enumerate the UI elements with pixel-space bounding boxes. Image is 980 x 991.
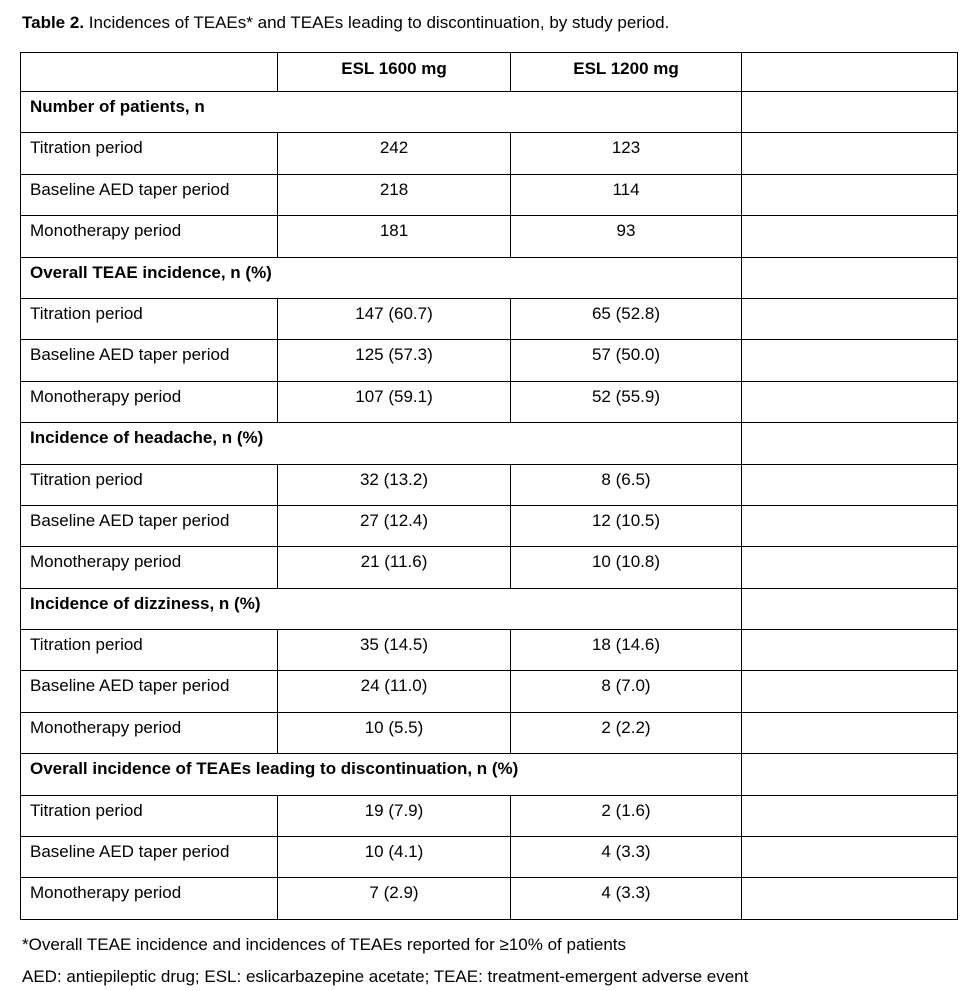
column-header-esl-1600: ESL 1600 mg xyxy=(278,53,511,92)
esl-1600-value: 27 (12.4) xyxy=(278,505,511,546)
esl-1200-value: 10 (10.8) xyxy=(511,547,742,588)
esl-1600-value: 10 (4.1) xyxy=(278,837,511,878)
column-header-esl-1200: ESL 1200 mg xyxy=(511,53,742,92)
corner-cell xyxy=(21,53,278,92)
empty-cell xyxy=(742,878,958,919)
row-label: Monotherapy period xyxy=(21,712,278,753)
teae-incidence-table xyxy=(20,52,958,920)
empty-cell xyxy=(742,423,958,464)
esl-1600-value: 147 (60.7) xyxy=(278,298,511,339)
table-row xyxy=(21,837,958,878)
esl-1200-value: 8 (7.0) xyxy=(511,671,742,712)
row-label: Baseline AED taper period xyxy=(21,505,278,546)
empty-cell xyxy=(742,298,958,339)
empty-cell xyxy=(742,340,958,381)
empty-cell xyxy=(742,837,958,878)
footnotes xyxy=(22,935,980,987)
row-label: Monotherapy period xyxy=(21,878,278,919)
empty-cell xyxy=(742,754,958,795)
table-caption-label: Table 2. xyxy=(22,13,85,32)
empty-cell xyxy=(742,53,958,92)
table-caption xyxy=(22,13,980,32)
table-row xyxy=(21,298,958,339)
footnote-teae-threshold: *Overall TEAE incidence and incidences of TEAEs reported for ≥10% of patients xyxy=(22,934,627,954)
section-header: Incidence of dizziness, n (%) xyxy=(21,588,742,629)
empty-cell xyxy=(742,588,958,629)
empty-cell xyxy=(742,133,958,174)
esl-1600-value: 21 (11.6) xyxy=(278,547,511,588)
row-label: Titration period xyxy=(21,464,278,505)
table-row xyxy=(21,464,958,505)
column-header-row xyxy=(21,53,958,92)
esl-1200-value: 52 (55.9) xyxy=(511,381,742,422)
esl-1200-value: 4 (3.3) xyxy=(511,878,742,919)
empty-cell xyxy=(742,92,958,133)
row-label: Monotherapy period xyxy=(21,216,278,257)
table-row xyxy=(21,795,958,836)
esl-1600-value: 218 xyxy=(278,174,511,215)
empty-cell xyxy=(742,671,958,712)
table-row xyxy=(21,340,958,381)
esl-1600-value: 107 (59.1) xyxy=(278,381,511,422)
section-header-row xyxy=(21,257,958,298)
esl-1200-value: 8 (6.5) xyxy=(511,464,742,505)
esl-1200-value: 2 (2.2) xyxy=(511,712,742,753)
table-row xyxy=(21,671,958,712)
table-row xyxy=(21,216,958,257)
empty-cell xyxy=(742,257,958,298)
row-label: Baseline AED taper period xyxy=(21,671,278,712)
esl-1600-value: 242 xyxy=(278,133,511,174)
section-header: Overall incidence of TEAEs leading to discontinuation, n (%) xyxy=(21,754,742,795)
table-row xyxy=(21,174,958,215)
row-label: Titration period xyxy=(21,298,278,339)
section-header-row xyxy=(21,754,958,795)
row-label: Baseline AED taper period xyxy=(21,837,278,878)
empty-cell xyxy=(742,795,958,836)
empty-cell xyxy=(742,630,958,671)
section-header: Incidence of headache, n (%) xyxy=(21,423,742,464)
row-label: Monotherapy period xyxy=(21,547,278,588)
table-row xyxy=(21,547,958,588)
footnote-abbreviations: AED: antiepileptic drug; ESL: eslicarbazepine acetate; TEAE: treatment-emergent adverse event xyxy=(22,966,749,986)
esl-1200-value: 57 (50.0) xyxy=(511,340,742,381)
esl-1600-value: 10 (5.5) xyxy=(278,712,511,753)
document-page xyxy=(0,13,980,991)
esl-1600-value: 181 xyxy=(278,216,511,257)
esl-1600-value: 7 (2.9) xyxy=(278,878,511,919)
esl-1600-value: 32 (13.2) xyxy=(278,464,511,505)
esl-1600-value: 19 (7.9) xyxy=(278,795,511,836)
empty-cell xyxy=(742,216,958,257)
table-row xyxy=(21,505,958,546)
empty-cell xyxy=(742,464,958,505)
esl-1600-value: 35 (14.5) xyxy=(278,630,511,671)
empty-cell xyxy=(742,712,958,753)
section-header-row xyxy=(21,588,958,629)
section-header-row xyxy=(21,423,958,464)
esl-1200-value: 93 xyxy=(511,216,742,257)
row-label: Monotherapy period xyxy=(21,381,278,422)
esl-1200-value: 18 (14.6) xyxy=(511,630,742,671)
esl-1200-value: 2 (1.6) xyxy=(511,795,742,836)
table-row xyxy=(21,712,958,753)
esl-1200-value: 12 (10.5) xyxy=(511,505,742,546)
esl-1200-value: 65 (52.8) xyxy=(511,298,742,339)
table-caption-text: Incidences of TEAEs* and TEAEs leading to discontinuation, by study period. xyxy=(88,13,670,32)
empty-cell xyxy=(742,505,958,546)
row-label: Titration period xyxy=(21,133,278,174)
table-row xyxy=(21,878,958,919)
section-header: Number of patients, n xyxy=(21,92,742,133)
table-row xyxy=(21,381,958,422)
esl-1600-value: 125 (57.3) xyxy=(278,340,511,381)
table-row xyxy=(21,630,958,671)
esl-1200-value: 114 xyxy=(511,174,742,215)
empty-cell xyxy=(742,174,958,215)
esl-1200-value: 4 (3.3) xyxy=(511,837,742,878)
row-label: Titration period xyxy=(21,630,278,671)
esl-1600-value: 24 (11.0) xyxy=(278,671,511,712)
row-label: Titration period xyxy=(21,795,278,836)
esl-1200-value: 123 xyxy=(511,133,742,174)
empty-cell xyxy=(742,381,958,422)
row-label: Baseline AED taper period xyxy=(21,340,278,381)
section-header-row xyxy=(21,92,958,133)
section-header: Overall TEAE incidence, n (%) xyxy=(21,257,742,298)
empty-cell xyxy=(742,547,958,588)
row-label: Baseline AED taper period xyxy=(21,174,278,215)
table-row xyxy=(21,133,958,174)
